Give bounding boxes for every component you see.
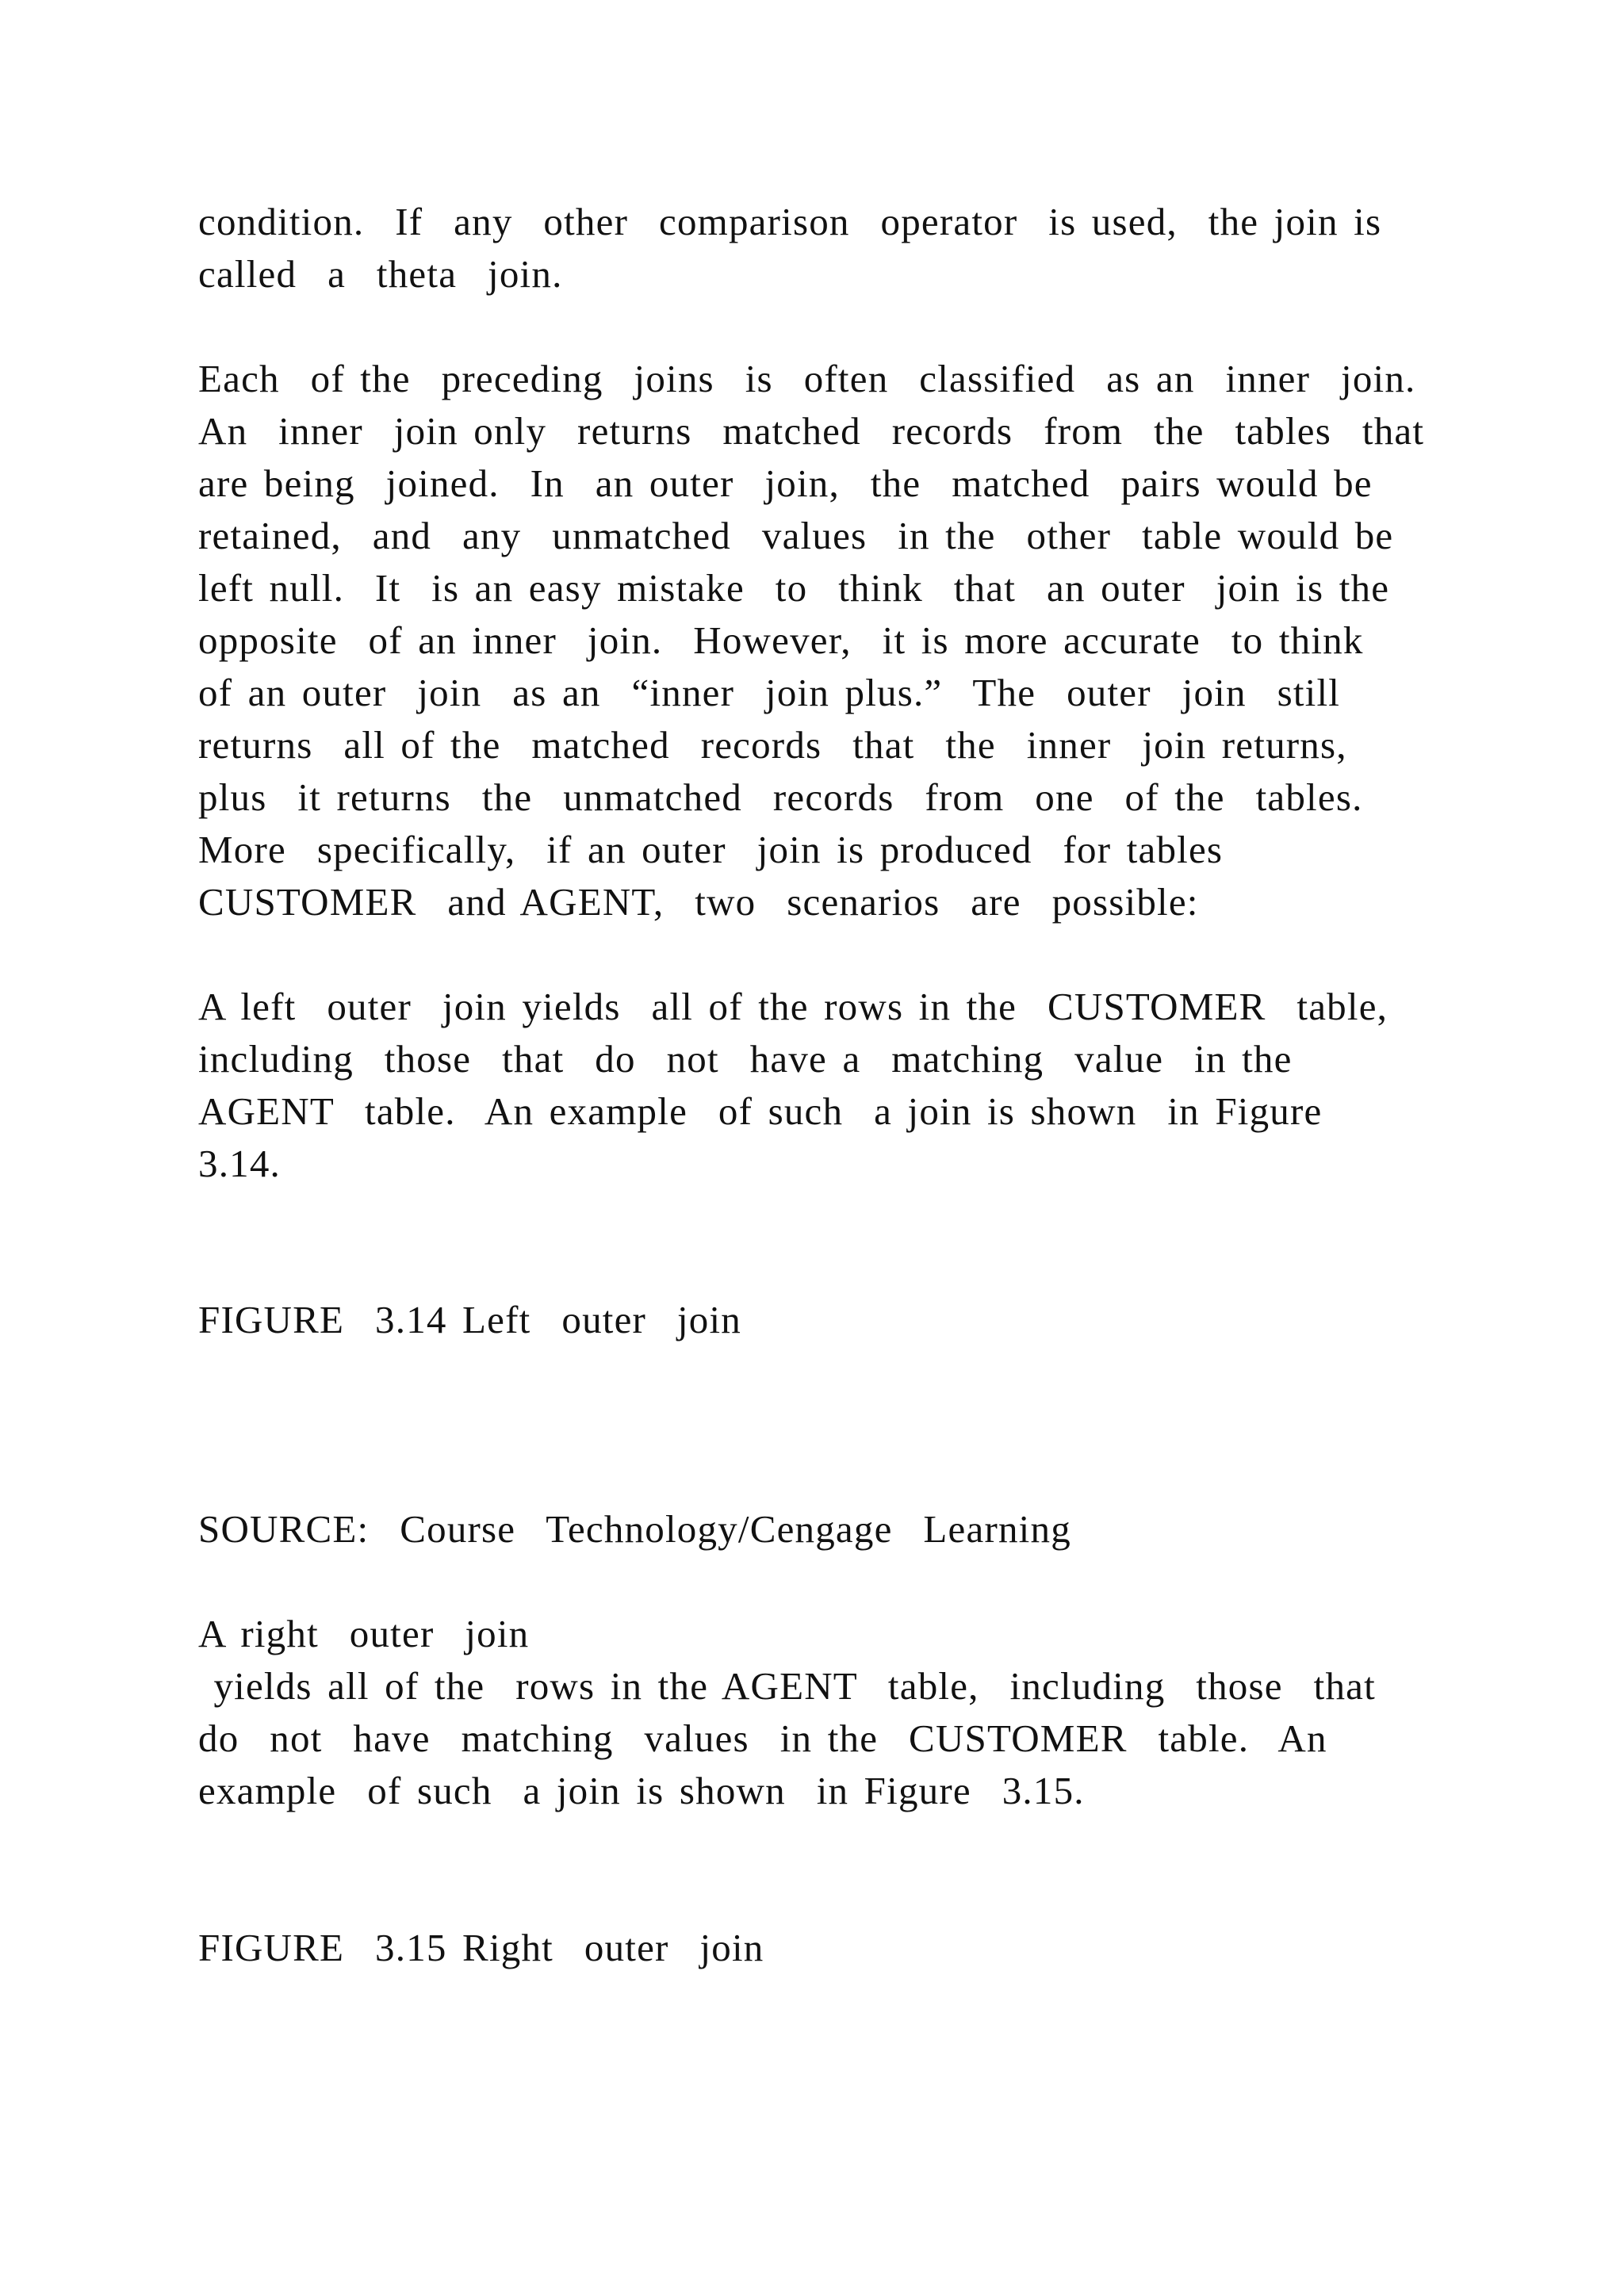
text-line: AGENT table. An example of such a join is shown in Figure xyxy=(198,1089,1323,1133)
text-line: plus it returns the unmatched records from one of the tables. xyxy=(198,775,1363,819)
text-line: of an outer join as an “inner join plus.” The outer join still xyxy=(198,671,1341,714)
text-line: do not have matching values in the CUSTOMER table. An xyxy=(198,1716,1327,1760)
text-line: called a theta join. xyxy=(198,252,563,296)
text-line: 3.14. xyxy=(198,1142,281,1185)
text-line: including those that do not have a matching value in the xyxy=(198,1037,1293,1081)
text-line: An inner join only returns matched records from the tables that xyxy=(198,409,1425,453)
figure-caption-3-15: FIGURE 3.15 Right outer join xyxy=(198,1926,764,1969)
text-line: More specifically, if an outer join is produced for tables xyxy=(198,828,1224,871)
text-line: A right outer join xyxy=(198,1612,530,1655)
source-credit: SOURCE: Course Technology/Cengage Learning xyxy=(198,1507,1071,1551)
text-line: are being joined. In an outer join, the matched pairs would be xyxy=(198,461,1373,505)
text-line: opposite of an inner join. However, it is more accurate to think xyxy=(198,618,1364,662)
text-line: left null. It is an easy mistake to think that an outer join is the xyxy=(198,566,1390,610)
text-line: CUSTOMER and AGENT, two scenarios are possible: xyxy=(198,880,1199,924)
text-line: returns all of the matched records that the inner join returns, xyxy=(198,723,1347,767)
text-line: retained, and any unmatched values in the other table would be xyxy=(198,514,1394,557)
text-line: yields all of the rows in the AGENT table, including those that xyxy=(198,1664,1376,1708)
text-line: Each of the preceding joins is often classified as an inner join. xyxy=(198,357,1416,400)
text-line: condition. If any other comparison operator is used, the join is xyxy=(198,200,1382,243)
text-line: example of such a join is shown in Figure 3.15. xyxy=(198,1769,1085,1812)
text-line: A left outer join yields all of the rows in the CUSTOMER table, xyxy=(198,985,1388,1028)
figure-caption-3-14: FIGURE 3.14 Left outer join xyxy=(198,1298,741,1341)
